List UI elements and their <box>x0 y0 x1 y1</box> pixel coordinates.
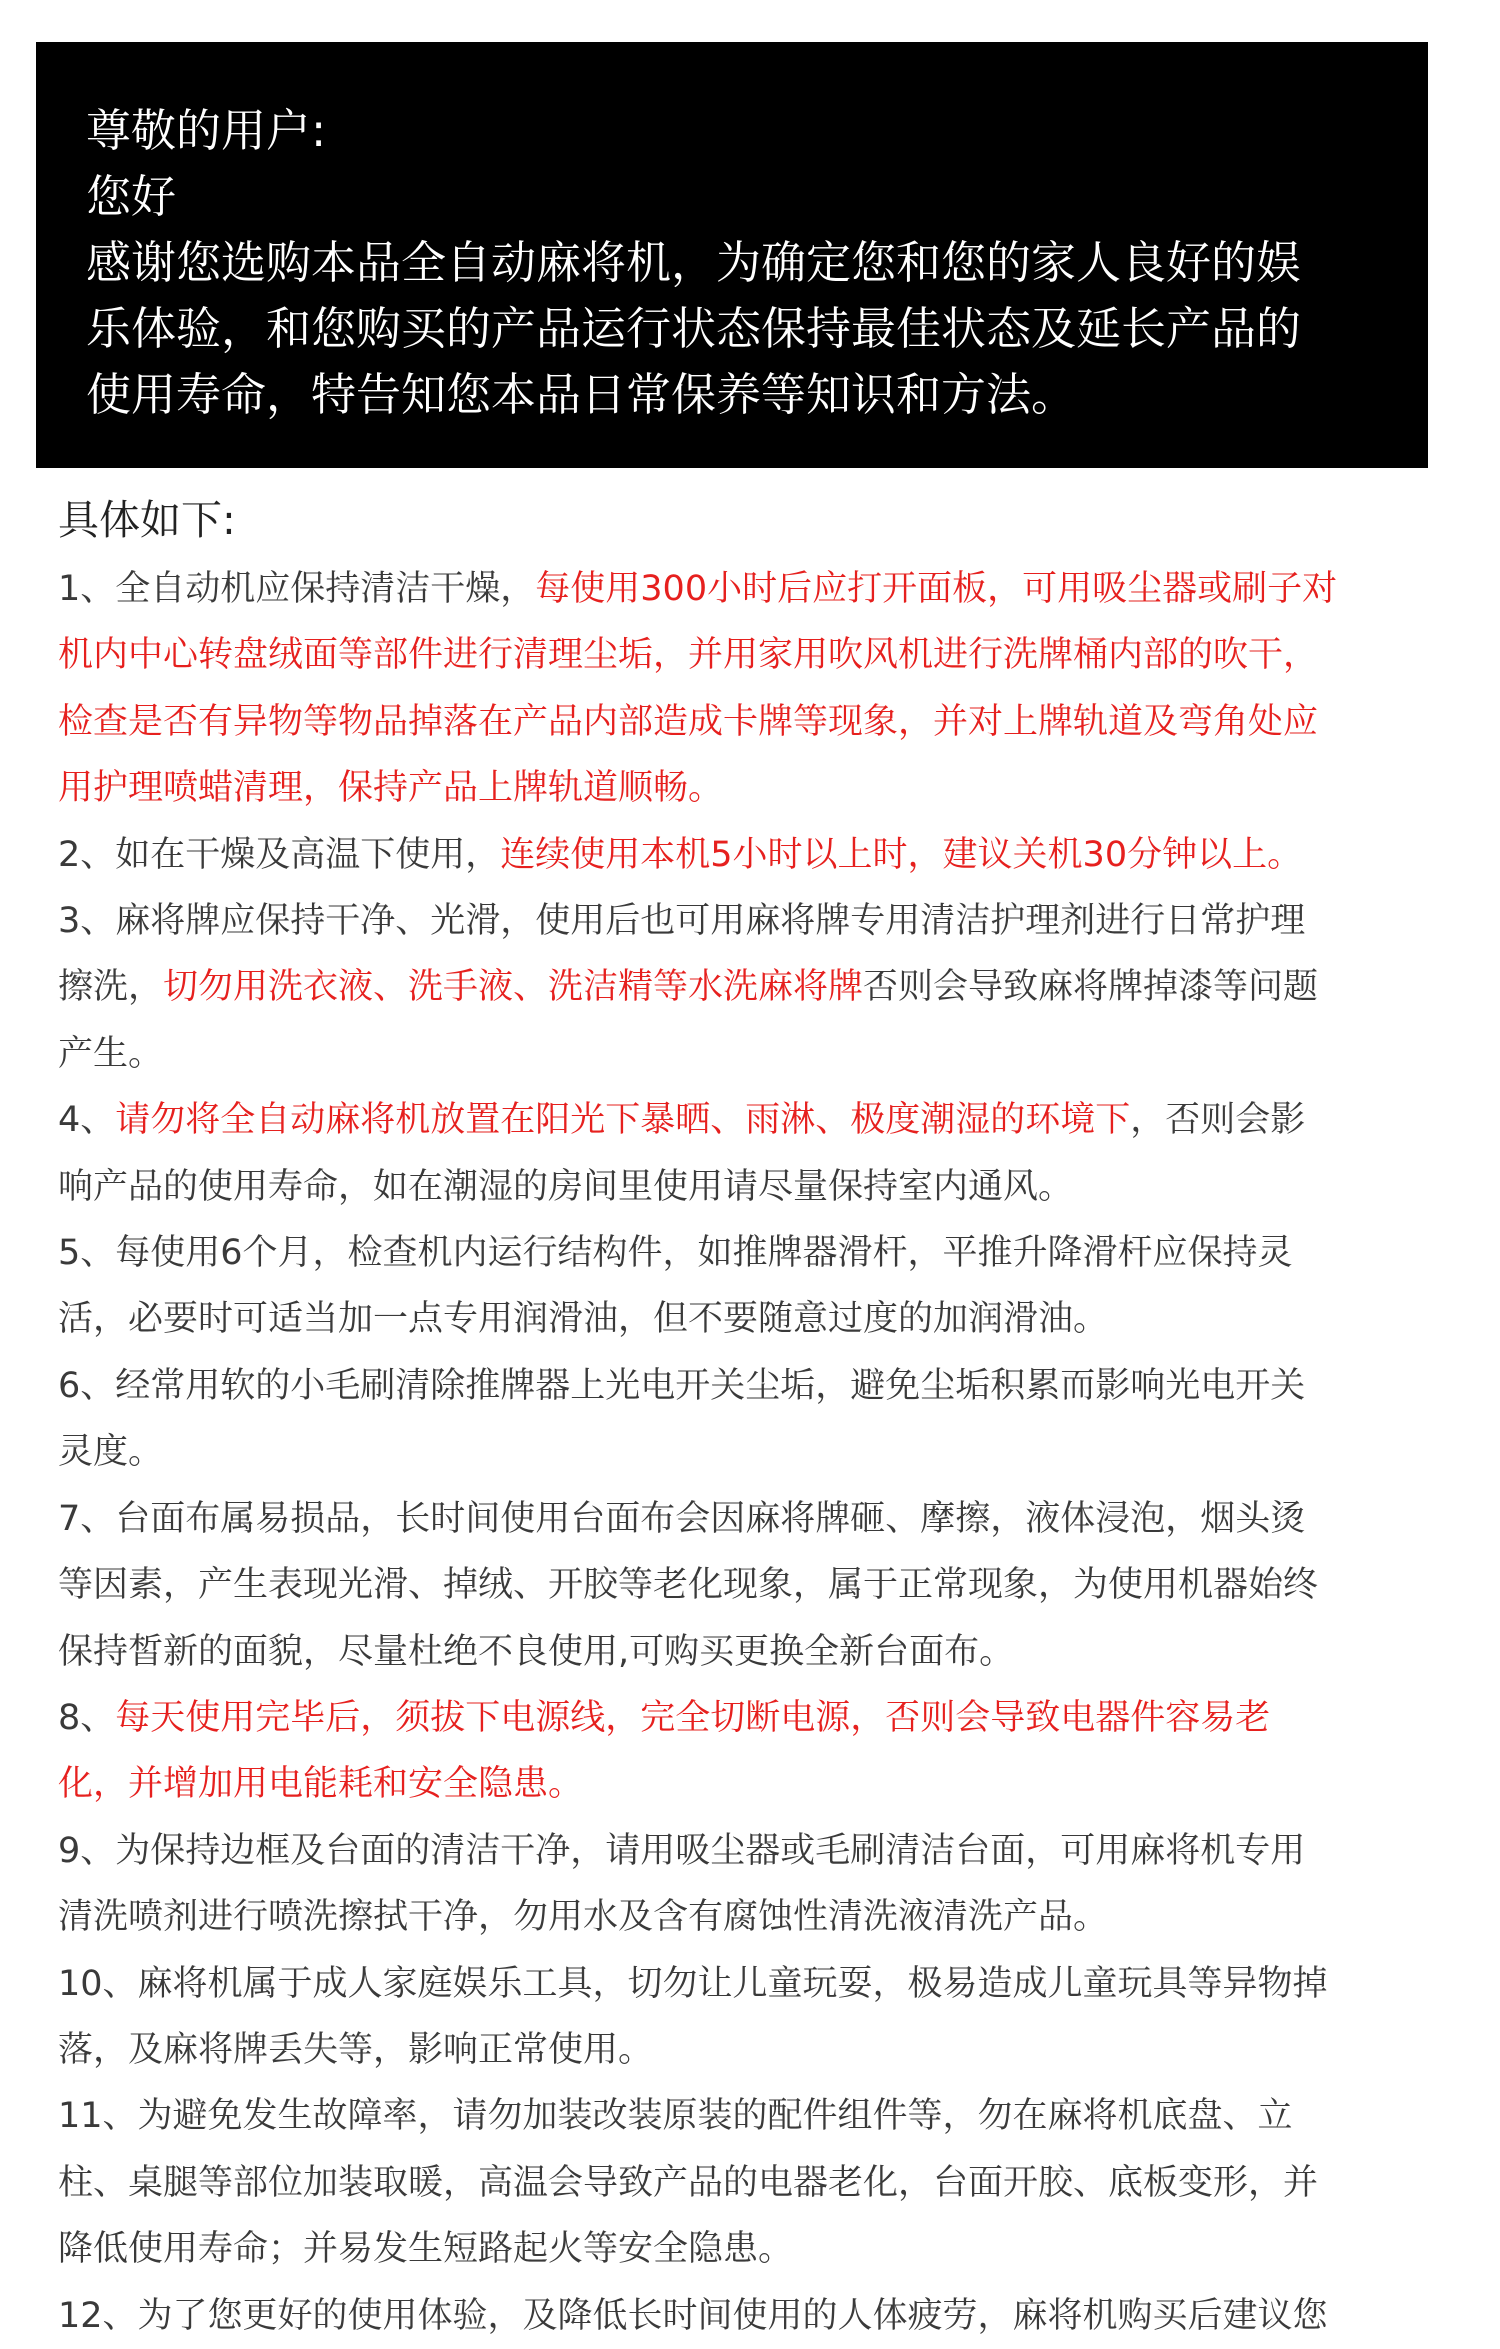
notice-greeting: 尊敬的用户: <box>86 104 327 157</box>
notice-body-line: 感谢您选购本品全自动麻将机，为确定您和您的家人良好的娱 <box>86 236 1302 289</box>
body-text: ，否则会影 <box>1130 1100 1306 1141</box>
body-text: 10、麻将机属于成人家庭娱乐工具，切勿让儿童玩耍，极易造成儿童玩具等异物掉 <box>58 1963 1328 2004</box>
body-text: 等因素，产生表现光滑、掉绒、开胶等老化现象，属于正常现象，为使用机器始终 <box>58 1565 1319 1606</box>
highlight-text: 切勿用洗衣液、洗手液、洗洁精等水洗麻将牌 <box>163 967 864 1008</box>
body-text: 擦洗， <box>58 967 164 1008</box>
notice-box <box>36 42 1428 468</box>
instruction-line <box>58 1087 1438 1153</box>
body-text: 1、全自动机应保持清洁干燥， <box>58 569 536 609</box>
body-text: 12、为了您更好的使用体验，及降低长时间使用的人体疲劳，麻将机购买后建议您 <box>58 2295 1328 2336</box>
body-text: 否则会导致麻将牌掉漆等问题 <box>863 967 1319 1008</box>
body-text: 5、每使用6个月，检查机内运行结构件，如推牌器滑杆，平推升降滑杆应保持灵 <box>58 1233 1293 1274</box>
body-text: 9、为保持边框及台面的清洁干净，请用吸尘器或毛刷清洁台面，可用麻将机专用 <box>58 1830 1306 1871</box>
instruction-line <box>58 954 1438 1020</box>
body-text: 8、 <box>58 1697 116 1738</box>
body-text: 3、麻将牌应保持干净、光滑，使用后也可用麻将牌专用清洁护理剂进行日常护理 <box>58 901 1306 942</box>
body-text: 7、台面布属易损品，长时间使用台面布会因麻将牌砸、摩擦，液体浸泡，烟头烫 <box>58 1498 1306 1539</box>
highlight-text: 请勿将全自动麻将机放置在阳光下暴晒、雨淋、极度潮湿的环境下 <box>115 1100 1131 1141</box>
instruction-line <box>58 2283 1438 2349</box>
instruction-line <box>58 1154 1438 1220</box>
instruction-line <box>58 1951 1438 2017</box>
instruction-line <box>58 2083 1438 2149</box>
notice-body-line: 乐体验，和您购买的产品运行状态保持最佳状态及延长产品的 <box>86 302 1302 355</box>
instruction-line <box>58 622 1438 688</box>
body-text: 落，及麻将牌丢失等，影响正常使用。 <box>58 2029 654 2070</box>
instruction-line <box>58 822 1438 888</box>
instruction-line <box>58 1021 1438 1087</box>
highlight-text: 检查是否有异物等物品掉落在产品内部造成卡牌等现象，并对上牌轨道及弯角处应 <box>58 701 1319 742</box>
body-text: 响产品的使用寿命，如在潮湿的房间里使用请尽量保持室内通风。 <box>58 1166 1074 1207</box>
instruction-line <box>58 1552 1438 1618</box>
highlight-text: 用护理喷蜡清理，保持产品上牌轨道顺畅。 <box>58 768 724 809</box>
highlight-text: 机内中心转盘绒面等部件进行清理尘垢，并用家用吹风机进行洗牌桶内部的吹干， <box>58 635 1319 676</box>
body-text: 保持皙新的面貌，尽量杜绝不良使用,可购买更换全新台面布。 <box>58 1631 1015 1672</box>
instruction-line <box>58 2017 1438 2083</box>
highlight-text: 每天使用完毕后，须拔下电源线，完全切断电源，否则会导致电器件容易老 <box>115 1697 1271 1738</box>
instruction-line <box>58 1751 1438 1817</box>
instruction-line <box>58 755 1438 821</box>
body-text: 2、如在干燥及高温下使用， <box>58 834 501 875</box>
body-text: 柱、桌腿等部位加装取暖，高温会导致产品的电器老化，台面开胶、底板变形，并 <box>58 2162 1319 2203</box>
body-text: 降低使用寿命；并易发生短路起火等安全隐患。 <box>58 2229 794 2270</box>
body-text: 产生。 <box>58 1033 164 1074</box>
instruction-line <box>58 1486 1438 1552</box>
highlight-text: 化，并增加用电能耗和安全隐患。 <box>58 1764 584 1805</box>
instruction-line <box>58 2150 1438 2216</box>
instruction-line <box>58 689 1438 755</box>
instruction-line <box>58 1884 1438 1950</box>
instruction-line <box>58 1286 1438 1352</box>
instruction-line <box>58 1353 1438 1419</box>
instruction-line <box>58 1818 1438 1884</box>
instruction-list <box>58 556 1438 2349</box>
body-text: 6、经常用软的小毛刷清除推牌器上光电开关尘垢，避免尘垢积累而影响光电开关 <box>58 1365 1306 1406</box>
notice-body-line: 使用寿命，特告知您本品日常保养等知识和方法。 <box>86 368 1077 421</box>
instruction-line <box>58 1685 1438 1751</box>
instruction-line <box>58 888 1438 954</box>
highlight-text: 连续使用本机5小时以上时，建议关机30分钟以上。 <box>500 834 1303 875</box>
instruction-line <box>58 1419 1438 1485</box>
highlight-text: 每使用300小时后应打开面板，可用吸尘器或刷子对 <box>535 569 1338 609</box>
instruction-line <box>58 1619 1438 1685</box>
body-text: 清洗喷剂进行喷洗擦拭干净，勿用水及含有腐蚀性清洗液清洗产品。 <box>58 1897 1109 1938</box>
section-heading: 具体如下: <box>58 496 236 544</box>
instruction-line <box>58 1220 1438 1286</box>
body-text: 4、 <box>58 1100 116 1141</box>
instruction-line <box>58 2216 1438 2282</box>
maintenance-instructions <box>58 490 1438 2349</box>
body-text: 活，必要时可适当加一点专用润滑油，但不要随意过度的加润滑油。 <box>58 1299 1109 1340</box>
body-text: 灵度。 <box>58 1432 164 1473</box>
notice-hello: 您好 <box>86 170 177 223</box>
body-text: 11、为避免发生故障率，请勿加装改装原装的配件组件等，勿在麻将机底盘、立 <box>58 2096 1293 2137</box>
instruction-line <box>58 556 1438 622</box>
